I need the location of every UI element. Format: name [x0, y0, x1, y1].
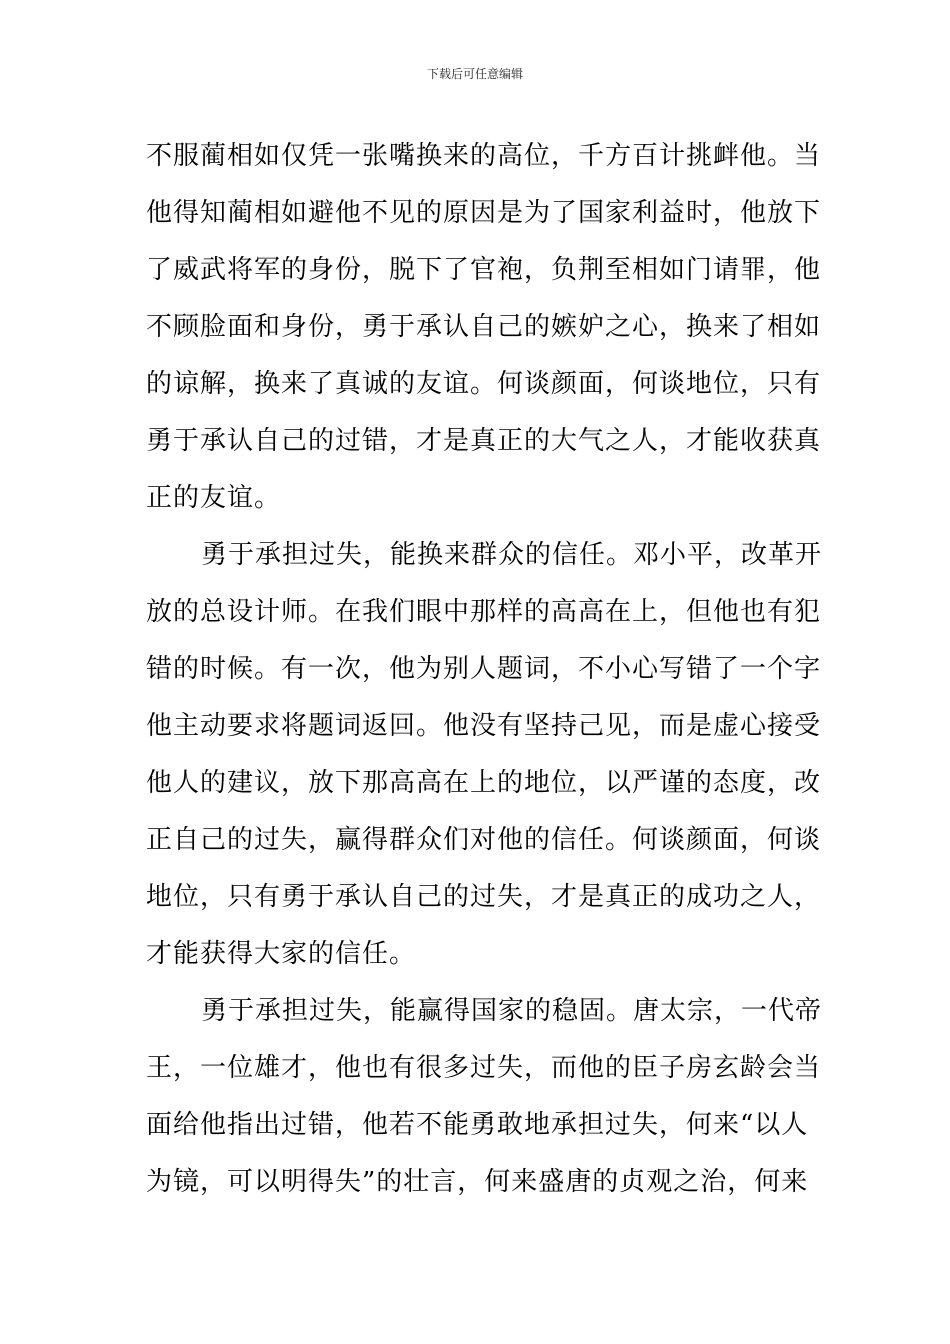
- paragraph-1: [146, 128, 822, 527]
- text-line: 放的总设计师。在我们眼中那样的高高在上，但他也有犯: [146, 597, 822, 627]
- text-line: 王，一位雄才，他也有很多过失，而他的臣子房玄龄会当: [146, 1053, 822, 1083]
- text-line: 不顾脸面和身份，勇于承认自己的嫉妒之心，换来了相如: [146, 312, 822, 342]
- text-line: 才能获得大家的信任。: [146, 939, 417, 969]
- paragraph-3: [146, 983, 823, 1211]
- text-line: 勇于承担过失，能换来群众的信任。邓小平，改革开: [201, 540, 823, 570]
- text-line: 了威武将军的身份，脱下了官袍，负荆至相如门请罪，他: [146, 255, 822, 285]
- document-body: [146, 128, 823, 1211]
- text-line: 不服蔺相如仅凭一张嘴换来的高位，千方百计挑衅他。当: [146, 141, 822, 171]
- text-line: 面给他指出过错，他若不能勇敢地承担过失，何来“以人: [146, 1110, 809, 1140]
- text-line: 的谅解，换来了真诚的友谊。何谈颜面，何谈地位，只有: [146, 369, 822, 399]
- text-line: 错的时候。有一次，他为别人题词，不小心写错了一个字: [146, 654, 822, 684]
- text-line: 正自己的过失，赢得群众们对他的信任。何谈颜面，何谈: [146, 825, 822, 855]
- page-header: 下载后可任意编辑: [426, 67, 523, 81]
- paragraph-2: [146, 527, 823, 983]
- text-line: 正的友谊。: [146, 483, 282, 513]
- text-line: 勇于承认自己的过错，才是真正的大气之人，才能收获真: [146, 426, 822, 456]
- text-line: 勇于承担过失，能赢得国家的稳固。唐太宗，一代帝: [201, 996, 823, 1026]
- text-line: 他得知蔺相如避他不见的原因是为了国家利益时，他放下: [146, 198, 822, 228]
- text-line: 他主动要求将题词返回。他没有坚持己见，而是虚心接受: [146, 711, 822, 741]
- text-line: 为镜，可以明得失”的壮言，何来盛唐的贞观之治，何来: [146, 1167, 809, 1197]
- text-line: 地位，只有勇于承认自己的过失，才是真正的成功之人，: [146, 882, 822, 912]
- text-line: 他人的建议，放下那高高在上的地位，以严谨的态度，改: [146, 768, 822, 798]
